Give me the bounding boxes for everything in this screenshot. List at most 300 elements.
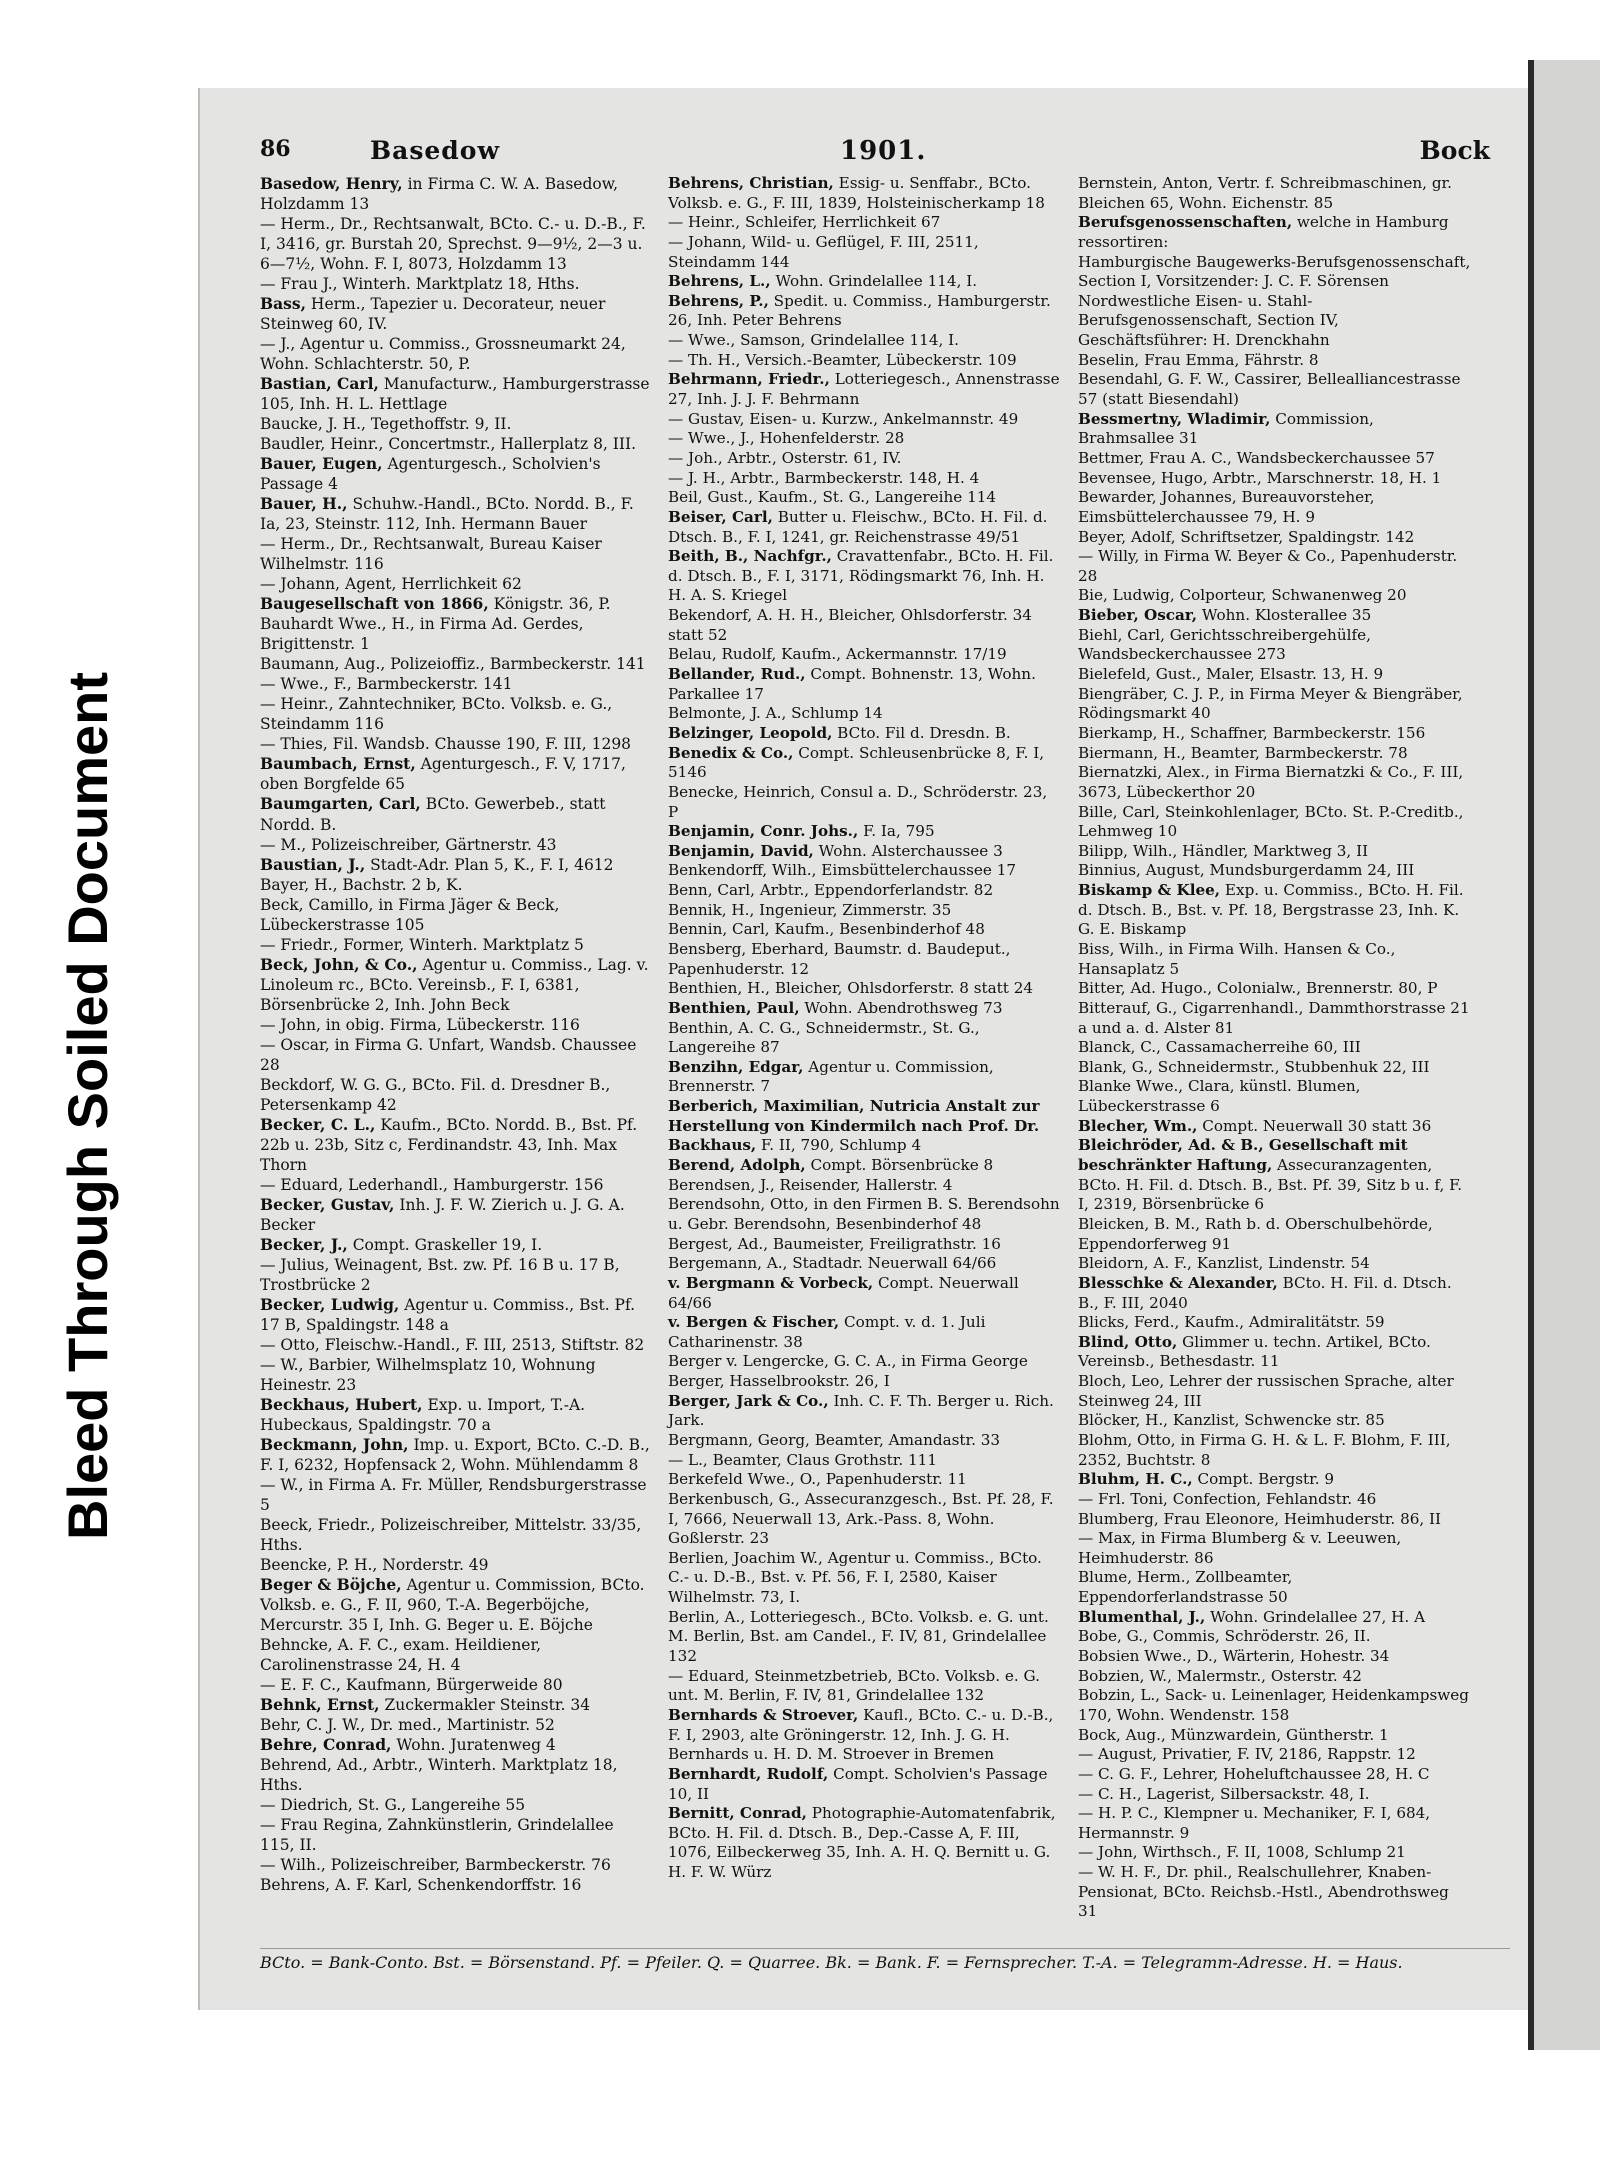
entry-details: — Gustav, Eisen- u. Kurzw., Ankelmannstr. 49 — [668, 409, 1019, 428]
directory-entry — [668, 979, 1061, 999]
entry-name: Bessmertny, Wladimir, — [1078, 409, 1271, 428]
directory-entry — [260, 754, 653, 794]
directory-entry — [260, 1235, 653, 1255]
directory-entry — [668, 1274, 1061, 1313]
entry-details: Agentur u. Commission, BCto. Volksb. e. G., F. II, 960, T.-A. Begerböjche, Mercurstr. 35 I, Inh. G. Beger u. E. Böjche — [260, 1576, 645, 1635]
directory-entry — [260, 654, 653, 674]
entry-details: Beselin, Frau Emma, Fährstr. 8 — [1078, 350, 1319, 369]
directory-entry — [260, 594, 653, 614]
directory-entry — [1078, 1215, 1471, 1254]
column-2 — [668, 174, 1061, 1883]
header-left-word: Basedow — [370, 136, 500, 165]
directory-entry — [1078, 803, 1471, 842]
entry-details: — Eduard, Steinmetzbetrieb, BCto. Volksb. e. G. unt. M. Berlin, F. IV, 81, Grindelallee 132 — [668, 1666, 1040, 1705]
entry-details: Bleidorn, A. F., Kanzlist, Lindenstr. 54 — [1078, 1254, 1370, 1273]
entry-details: Bekendorf, A. H. H., Bleicher, Ohlsdorferstr. 34 statt 52 — [668, 606, 1032, 644]
entry-details: Beck, Camillo, in Firma Jäger & Beck, Lübeckerstrasse 105 — [260, 895, 560, 934]
directory-entry — [1078, 213, 1471, 252]
entry-details: Behrend, Ad., Arbtr., Winterh. Marktplatz 18, Hths. — [260, 1756, 618, 1795]
entry-name: Behre, Conrad, — [260, 1735, 392, 1755]
directory-entry — [668, 1608, 1061, 1667]
entry-details: Blanck, C., Cassamacherreihe 60, III — [1078, 1038, 1361, 1057]
entry-details: Compt. Neuerwall 30 statt 36 — [1197, 1116, 1432, 1135]
directory-entry — [260, 174, 653, 214]
entry-details: — Otto, Fleischw.-Handl., F. III, 2513, Stiftstr. 82 — [260, 1335, 645, 1354]
directory-entry — [1078, 763, 1471, 802]
entry-name: Beith, B., Nachfgr., — [668, 547, 832, 566]
directory-entry — [260, 1395, 653, 1435]
entry-details: Baudler, Heinr., Concertmstr., Hallerplatz 8, III. — [260, 435, 637, 454]
directory-entry — [1078, 1863, 1471, 1922]
entry-details: Zuckermakler Steinstr. 34 — [379, 1696, 591, 1715]
entry-details: Bensberg, Eberhard, Baumstr. d. Baudeput., Papenhuderstr. 12 — [668, 939, 1011, 978]
entry-details: Benthin, A. C. G., Schneidermstr., St. G., Langereihe 87 — [668, 1018, 980, 1057]
directory-entry — [1078, 1136, 1471, 1215]
directory-entry — [1078, 861, 1471, 881]
directory-entry — [260, 274, 653, 294]
entry-details: — Friedr., Former, Winterh. Marktplatz 5 — [260, 935, 584, 954]
entry-details: — Johann, Wild- u. Geflügel, F. III, 2511, Steindamm 144 — [668, 232, 979, 271]
entry-details: Assecuranzagenten, BCto. H. Fil. d. Dtsch. B., Bst. Pf. 39, Sitz b u. f, F. I, 2319, Börsenbrücke 6 — [1078, 1156, 1463, 1214]
directory-entry — [668, 1352, 1061, 1391]
directory-entry — [668, 842, 1061, 862]
directory-entry — [668, 1431, 1061, 1451]
directory-entry — [260, 1075, 653, 1115]
directory-entry — [668, 724, 1061, 744]
directory-entry — [260, 434, 653, 454]
entry-details: Blank, G., Schneidermstr., Stubbenhuk 22, III — [1078, 1057, 1430, 1076]
entry-details: — Thies, Fil. Wandsb. Chausse 190, F. III, 1298 — [260, 735, 632, 754]
entry-name: Blumenthal, J., — [1078, 1607, 1206, 1626]
entry-details: Wohn. Alsterchaussee 3 — [813, 841, 1003, 860]
directory-entry — [1078, 449, 1471, 469]
entry-details: Baucke, J. H., Tegethoffstr. 9, II. — [260, 415, 512, 434]
entry-name: Baugesellschaft von 1866, — [260, 594, 489, 614]
directory-entry — [668, 1470, 1061, 1490]
entry-details: Manufacturw., Hamburgerstrasse 105, Inh. H. L. Hettlage — [260, 375, 650, 414]
entry-name: Benzihn, Edgar, — [668, 1057, 804, 1076]
directory-entry — [668, 1549, 1061, 1608]
entry-details: Wohn. Abendrothsweg 73 — [799, 998, 1003, 1017]
directory-entry — [668, 1058, 1061, 1097]
entry-details: Benkendorff, Wilh., Eimsbüttelerchaussee 17 — [668, 861, 1017, 880]
entry-details: Beencke, P. H., Norderstr. 49 — [260, 1556, 489, 1575]
entry-details: Bevensee, Hugo, Arbtr., Marschnerstr. 18, H. 1 — [1078, 468, 1442, 487]
header-year: 1901. — [840, 136, 927, 166]
entry-details: Besendahl, G. F. W., Cassirer, Bellealliancestrasse 57 (statt Biesendahl) — [1078, 370, 1461, 409]
directory-entry — [1078, 351, 1471, 371]
directory-entry — [260, 794, 653, 834]
directory-entry — [668, 1156, 1061, 1176]
directory-entry — [1078, 606, 1471, 626]
directory-entry — [1078, 528, 1471, 548]
directory-entry — [260, 1115, 653, 1175]
entry-details: — M., Polizeischreiber, Gärtnerstr. 43 — [260, 835, 557, 854]
directory-entry — [668, 469, 1061, 489]
directory-entry — [1078, 253, 1471, 292]
directory-entry — [260, 1755, 653, 1795]
entry-details: — W. H. F., Dr. phil., Realschullehrer, Knaben-Pensionat, BCto. Reichsb.-Hstl., Abendrothsweg 31 — [1078, 1863, 1449, 1921]
entry-name: Blecher, Wm., — [1078, 1116, 1198, 1135]
entry-details: Bergmann, Georg, Beamter, Amandastr. 33 — [668, 1431, 1001, 1449]
entry-details: — John, Wirthsch., F. II, 1008, Schlump 21 — [1078, 1843, 1406, 1862]
entry-details: Berkenbusch, G., Assecuranzgesch., Bst. Pf. 28, F. I, 7666, Neuerwall 13, Ark.-Pass. 8, Wohn. Goßlerstr. 23 — [668, 1489, 1054, 1548]
entry-details: — Julius, Weinagent, Bst. zw. Pf. 16 B u. 17 B, Trostbrücke 2 — [260, 1255, 620, 1294]
directory-entry — [260, 574, 653, 594]
directory-entry — [668, 1254, 1061, 1274]
directory-entry — [668, 1451, 1061, 1471]
entry-details: — John, in obig. Firma, Lübeckerstr. 116 — [260, 1015, 580, 1034]
directory-entry — [668, 370, 1061, 409]
entry-details: — Heinr., Zahntechniker, BCto. Volksb. e. G., Steindamm 116 — [260, 695, 613, 734]
entry-details: — Frl. Toni, Confection, Fehlandstr. 46 — [1078, 1489, 1377, 1508]
entry-details: Behr, C. J. W., Dr. med., Martinistr. 52 — [260, 1716, 555, 1735]
entry-details: — Wilh., Polizeischreiber, Barmbeckerstr. 76 — [260, 1856, 611, 1875]
directory-entry — [260, 694, 653, 734]
directory-entry — [1078, 1647, 1471, 1667]
entry-details: Bennik, H., Ingenieur, Zimmerstr. 35 — [668, 900, 952, 919]
entry-name: Bauer, H., — [260, 494, 348, 514]
entry-details: Bayer, H., Bachstr. 2 b, K. — [260, 875, 463, 894]
directory-entry — [668, 783, 1061, 822]
entry-details: welche in Hamburg ressortiren: — [1078, 213, 1449, 251]
entry-details: Bettmer, Frau A. C., Wandsbeckerchaussee 57 — [1078, 448, 1435, 467]
entry-details: Beckdorf, W. G. G., BCto. Fil. d. Dresdner B., Petersenkamp 42 — [260, 1075, 611, 1114]
page-sheet — [198, 88, 1528, 2010]
entry-details: Butter u. Fleischw., BCto. H. Fil. d. Dtsch. B., F. I, 1241, gr. Reichenstrasse 49/51 — [668, 507, 1048, 546]
entry-details: — Herm., Dr., Rechtsanwalt, Bureau Kaiser Wilhelmstr. 116 — [260, 535, 602, 574]
entry-details: Photographie-Automatenfabrik, BCto. H. Fil. d. Dtsch. B., Dep.-Casse A, F. III, 1076, Eilbeckerweg 35, Inh. A. H. Q. Bernitt u. G. H. F. W. Würz — [668, 1804, 1056, 1882]
entry-name: v. Bergmann & Vorbeck, — [668, 1273, 874, 1292]
entry-details: Compt. Graskeller 19, I. — [347, 1235, 543, 1254]
directory-entry — [260, 1715, 653, 1735]
directory-entry — [260, 1175, 653, 1195]
entry-details: Benthien, H., Bleicher, Ohlsdorferstr. 8 statt 24 — [668, 979, 1034, 998]
directory-entry — [668, 665, 1061, 704]
entry-details: Bobzien, W., Malermstr., Osterstr. 42 — [1078, 1666, 1362, 1685]
entry-details: Bitter, Ad. Hugo., Colonialw., Brennerstr. 80, P — [1078, 979, 1438, 998]
entry-details: — Frau Regina, Zahnkünstlerin, Grindelallee 115, II. — [260, 1816, 614, 1855]
directory-entry — [668, 272, 1061, 292]
entry-name: Becker, Gustav, — [260, 1194, 395, 1214]
directory-entry — [668, 547, 1061, 606]
directory-entry — [1078, 1745, 1471, 1765]
entry-details: Bauhardt Wwe., H., in Firma Ad. Gerdes, Brigittenstr. 1 — [260, 615, 584, 654]
directory-entry — [260, 1355, 653, 1395]
directory-entry — [260, 1855, 653, 1875]
directory-entry — [1078, 488, 1471, 527]
entry-details: Hamburgische Baugewerks-Berufsgenossenschaft, Section I, Vorsitzender: J. C. F. Sörensen — [1078, 252, 1471, 291]
entry-details: — Diedrich, St. G., Langereihe 55 — [260, 1796, 526, 1815]
directory-entry — [260, 1035, 653, 1075]
entry-name: Bernitt, Conrad, — [668, 1804, 807, 1823]
entry-details: Agenturgesch., Scholvien's Passage 4 — [260, 455, 601, 494]
entry-details: Spedit. u. Commiss., Hamburgerstr. 26, Inh. Peter Behrens — [668, 291, 1051, 330]
entry-name: Behrens, L., — [668, 272, 771, 291]
entry-details: Compt. Scholvien's Passage 10, II — [668, 1764, 1048, 1803]
directory-entry — [260, 534, 653, 574]
column-1 — [260, 174, 653, 1895]
entry-details: Beil, Gust., Kaufm., St. G., Langereihe 114 — [668, 488, 997, 507]
directory-entry — [668, 488, 1061, 508]
directory-entry — [668, 744, 1061, 783]
entry-details: Bitterauf, G., Cigarrenhandl., Dammthorstrasse 21 a und a. d. Alster 81 — [1078, 998, 1470, 1037]
entry-details: Bilipp, Wilh., Händler, Marktweg 3, II — [1078, 841, 1369, 860]
directory-entry — [1078, 1333, 1471, 1372]
directory-entry — [260, 1475, 653, 1515]
directory-entry — [260, 1015, 653, 1035]
header-right-word: Bock — [1419, 136, 1490, 165]
directory-entry — [668, 822, 1061, 842]
directory-entry — [668, 1765, 1061, 1804]
directory-entry — [1078, 1372, 1471, 1411]
entry-name: Belzinger, Leopold, — [668, 723, 833, 742]
directory-entry — [260, 1435, 653, 1475]
entry-name: Becker, C. L., — [260, 1114, 376, 1134]
directory-entry — [1078, 724, 1471, 744]
directory-entry — [260, 334, 653, 374]
directory-entry — [668, 1313, 1061, 1352]
directory-entry — [1078, 940, 1471, 979]
directory-entry — [668, 999, 1061, 1019]
entry-details: — W., in Firma A. Fr. Müller, Rendsburgerstrasse 5 — [260, 1476, 647, 1515]
directory-entry — [668, 1176, 1061, 1196]
entry-name: Bellander, Rud., — [668, 665, 806, 684]
entry-details: Bewarder, Johannes, Bureauvorsteher, Eimsbüttelerchaussee 79, H. 9 — [1078, 488, 1375, 526]
directory-entry — [1078, 1529, 1471, 1568]
entry-details: Bierkamp, H., Schaffner, Barmbeckerstr. 156 — [1078, 723, 1426, 742]
directory-entry — [1078, 1470, 1471, 1490]
entry-name: Becker, J., — [260, 1234, 348, 1254]
directory-entry — [1078, 1510, 1471, 1530]
entry-name: Berend, Adolph, — [668, 1156, 806, 1175]
directory-entry — [668, 351, 1061, 371]
directory-entry — [1078, 1117, 1471, 1137]
entry-name: Berberich, Maximilian, Nutricia Anstalt zur Herstellung von Kindermilch nach Prof. Dr. Backhaus, — [668, 1097, 1040, 1155]
directory-entry — [1078, 1726, 1471, 1746]
entry-details: Herm., Tapezier u. Decorateur, neuer Steinweg 60, IV. — [260, 295, 606, 334]
directory-entry — [668, 861, 1061, 881]
directory-entry — [668, 508, 1061, 547]
entry-details: Biehl, Carl, Gerichtsschreibergehülfe, Wandsbeckerchaussee 273 — [1078, 625, 1371, 664]
directory-entry — [1078, 370, 1471, 409]
directory-entry — [668, 1667, 1061, 1706]
entry-details: Compt. Bergstr. 9 — [1192, 1470, 1335, 1489]
entry-details: F. Ia, 795 — [858, 822, 935, 841]
directory-entry — [1078, 1313, 1471, 1333]
directory-entry — [1078, 1490, 1471, 1510]
entry-details: in Firma C. W. A. Basedow, Holzdamm 13 — [260, 175, 619, 214]
entry-name: Biskamp & Klee, — [1078, 881, 1221, 900]
entry-details: Bobsien Wwe., D., Wärterin, Hohestr. 34 — [1078, 1647, 1390, 1666]
entry-name: Basedow, Henry, — [260, 174, 403, 193]
directory-entry — [668, 1392, 1061, 1431]
entry-name: Berufsgenossenschaften, — [1078, 213, 1293, 232]
entry-details: Bennin, Carl, Kaufm., Besenbinderhof 48 — [668, 920, 985, 939]
page-number: 86 — [260, 136, 291, 162]
directory-entry — [260, 294, 653, 334]
entry-details: Baumann, Aug., Polizeioffiz., Barmbeckerstr. 141 — [260, 655, 646, 674]
directory-entry — [1078, 665, 1471, 685]
entry-details: Bie, Ludwig, Colporteur, Schwanenweg 20 — [1078, 586, 1407, 605]
directory-entry — [668, 1706, 1061, 1765]
directory-entry — [1078, 999, 1471, 1038]
entry-details: Agentur u. Commiss., Lag. v. Linoleum rc., BCto. Vereinsb., F. I, 6381, Börsenbrücke 2, Inh. John Beck — [260, 955, 649, 1014]
directory-entry — [260, 674, 653, 694]
directory-entry — [260, 374, 653, 414]
entry-details: Kaufl., BCto. C.- u. D.-B., F. I, 2903, alte Gröningerstr. 12, Inh. J. G. H. Bernhards u. H. D. M. Stroever in Bremen — [668, 1705, 1054, 1764]
directory-entry — [260, 1695, 653, 1715]
entry-details: — Johann, Agent, Herrlichkeit 62 — [260, 575, 522, 594]
entry-details: — Frau J., Winterh. Marktplatz 18, Hths. — [260, 275, 580, 294]
entry-name: Blind, Otto, — [1078, 1332, 1178, 1351]
entry-name: Behrmann, Friedr., — [668, 370, 830, 389]
directory-entry — [1078, 1686, 1471, 1725]
entry-details: — Oscar, in Firma G. Unfart, Wandsb. Chaussee 28 — [260, 1035, 637, 1074]
entry-name: Bernhards & Stroever, — [668, 1705, 859, 1724]
directory-entry — [1078, 1411, 1471, 1431]
directory-entry — [1078, 744, 1471, 764]
entry-details: Agentur u. Commiss., Bst. Pf. 17 B, Spaldingstr. 148 a — [260, 1295, 636, 1334]
entry-details: Wohn. Klosterallee 35 — [1197, 606, 1372, 625]
entry-details: Berkefeld Wwe., O., Papenhuderstr. 11 — [668, 1470, 967, 1489]
entry-details: — Herm., Dr., Rechtsanwalt, BCto. C.- u. D.-B., F. I, 3416, gr. Burstah 20, Sprechst. 9—9½, 2—3 u. 6—7½, Wohn. F. I, 8073, Holzdamm 13 — [260, 215, 646, 274]
entry-name: Bastian, Carl, — [260, 374, 379, 394]
entry-details: — Wwe., Samson, Grindelallee 114, I. — [668, 331, 959, 350]
entry-details: Blumberg, Frau Eleonore, Heimhuderstr. 86, II — [1078, 1509, 1442, 1528]
entry-details: Berendsohn, Otto, in den Firmen B. S. Berendsohn u. Gebr. Berendsohn, Besenbinderhof 48 — [668, 1195, 1060, 1233]
directory-entry — [1078, 586, 1471, 606]
entry-name: Beck, John, & Co., — [260, 954, 418, 974]
directory-entry — [1078, 1274, 1471, 1313]
directory-entry — [1078, 626, 1471, 665]
directory-entry — [1078, 1627, 1471, 1647]
entry-name: Baumbach, Ernst, — [260, 754, 416, 774]
entry-details: Stadt-Adr. Plan 5, K., F. I, 4612 — [365, 855, 614, 874]
entry-name: Beger & Böjche, — [260, 1575, 402, 1595]
directory-entry — [668, 1097, 1061, 1156]
entry-details: — Eduard, Lederhandl., Hamburgerstr. 156 — [260, 1175, 604, 1194]
entry-details: — J. H., Arbtr., Barmbeckerstr. 148, H. 4 — [668, 468, 980, 487]
directory-entry — [260, 835, 653, 855]
entry-details: — Th. H., Versich.-Beamter, Lübeckerstr. 109 — [668, 350, 1017, 369]
directory-entry — [1078, 1765, 1471, 1785]
entry-details: Blöcker, H., Kanzlist, Schwencke str. 85 — [1078, 1411, 1385, 1430]
entry-name: Baumgarten, Carl, — [260, 794, 421, 814]
directory-entry — [668, 292, 1061, 331]
entry-details: Behrens, A. F. Karl, Schenkendorffstr. 16 — [260, 1876, 582, 1895]
entry-name: Berger, Jark & Co., — [668, 1391, 829, 1410]
entry-details: Bernstein, Anton, Vertr. f. Schreibmaschinen, gr. Bleichen 65, Wohn. Eichenstr. 85 — [1078, 174, 1452, 212]
entry-details: — Wwe., F., Barmbeckerstr. 141 — [260, 675, 513, 694]
directory-entry — [1078, 1785, 1471, 1805]
entry-name: Benedix & Co., — [668, 743, 794, 762]
directory-entry — [1078, 1058, 1471, 1078]
directory-entry — [668, 213, 1061, 233]
entry-details: — H. P. C., Klempner u. Mechaniker, F. I, 684, Hermannstr. 9 — [1078, 1804, 1431, 1842]
entry-details: BCto. H. Fil. d. Dtsch. B., F. III, 2040 — [1078, 1273, 1452, 1312]
entry-details: Commission, Brahmsallee 31 — [1078, 409, 1374, 448]
entry-details: Bille, Carl, Steinkohlenlager, BCto. St. P.-Creditb., Lehmweg 10 — [1078, 802, 1464, 841]
directory-entry — [260, 734, 653, 754]
entry-name: Bass, — [260, 294, 306, 314]
entry-details: Biermann, H., Beamter, Barmbeckerstr. 78 — [1078, 743, 1408, 762]
directory-entry — [1078, 410, 1471, 449]
entry-name: Bleichröder, Ad. & B., Gesellschaft mit beschränkter Haftung, — [1078, 1136, 1408, 1175]
entry-name: Behrens, Christian, — [668, 174, 834, 192]
directory-entry — [1078, 1568, 1471, 1607]
directory-entry — [260, 1335, 653, 1355]
entry-details: Exp. u. Commiss., BCto. H. Fil. d. Dtsch. B., Bst. v. Pf. 18, Bergstrasse 23, Inh. K. G. E. Biskamp — [1078, 881, 1464, 939]
directory-entry — [1078, 547, 1471, 586]
entry-details: Kaufm., BCto. Nordd. B., Bst. Pf. 22b u. 23b, Sitz c, Ferdinandstr. 43, Inh. Max Thorn — [260, 1115, 638, 1174]
entry-details: F. II, 790, Schlump 4 — [756, 1136, 922, 1155]
entry-details: Berger v. Lengercke, G. C. A., in Firma George Berger, Hasselbrookstr. 26, I — [668, 1352, 1028, 1391]
entry-details: Behncke, A. F. C., exam. Heildiener, Carolinenstrasse 24, H. 4 — [260, 1636, 542, 1675]
entry-name: Benthien, Paul, — [668, 998, 800, 1017]
directory-entry — [1078, 469, 1471, 489]
directory-entry — [1078, 1038, 1471, 1058]
entry-details: Blume, Herm., Zollbeamter, Eppendorferlandstrasse 50 — [1078, 1568, 1293, 1607]
directory-entry — [668, 940, 1061, 979]
directory-entry — [260, 855, 653, 875]
entry-details: Glimmer u. techn. Artikel, BCto. Vereinsb., Bethesdastr. 11 — [1078, 1332, 1431, 1371]
directory-entry — [668, 174, 1061, 213]
entry-details: Biss, Wilh., in Firma Wilh. Hansen & Co., Hansaplatz 5 — [1078, 939, 1396, 978]
entry-details: Binnius, August, Mundsburgerdamm 24, III — [1078, 861, 1415, 880]
entry-name: Bluhm, H. C., — [1078, 1470, 1193, 1489]
directory-entry — [260, 1815, 653, 1855]
directory-entry — [668, 1195, 1061, 1234]
entry-details: Cravattenfabr., BCto. H. Fil. d. Dtsch. B., F. I, 3171, Rödingsmarkt 76, Inh. H. H. A. S. Kriegel — [668, 547, 1054, 605]
entry-details: Biernatzki, Alex., in Firma Biernatzki & Co., F. III, 3673, Lübeckerthor 20 — [1078, 763, 1464, 801]
entry-name: Behrens, P., — [668, 291, 769, 310]
entry-details: Wohn. Grindelallee 27, H. A — [1205, 1607, 1426, 1626]
entry-details: Benecke, Heinrich, Consul a. D., Schröderstr. 23, P — [668, 782, 1048, 821]
directory-entry — [260, 895, 653, 935]
directory-entry — [1078, 979, 1471, 999]
directory-entry — [260, 875, 653, 895]
entry-name: Blesschke & Alexander, — [1078, 1273, 1278, 1292]
column-3 — [1078, 174, 1471, 1922]
directory-entry — [1078, 881, 1471, 940]
entry-details: Berendsen, J., Reisender, Hallerstr. 4 — [668, 1175, 953, 1194]
entry-details: Bergemann, A., Stadtadr. Neuerwall 64/66 — [668, 1254, 997, 1273]
entry-details: Bobe, G., Commis, Schröderstr. 26, II. — [1078, 1627, 1371, 1646]
entry-details: Bloch, Leo, Lehrer der russischen Sprache, alter Steinweg 24, III — [1078, 1372, 1454, 1410]
entry-details: Blicks, Ferd., Kaufm., Admiralitätstr. 59 — [1078, 1313, 1385, 1332]
entry-name: Behnk, Ernst, — [260, 1695, 380, 1715]
entry-details: — Willy, in Firma W. Beyer & Co., Papenhuderstr. 28 — [1078, 547, 1458, 585]
directory-entry — [668, 410, 1061, 430]
directory-entry — [1078, 1667, 1471, 1687]
directory-entry — [668, 920, 1061, 940]
entry-details: — Heinr., Schleifer, Herrlichkeit 67 — [668, 213, 941, 232]
entry-details: Inh. C. F. Th. Berger u. Rich. Jark. — [668, 1391, 1054, 1430]
directory-entry — [1078, 1804, 1471, 1843]
page-header — [260, 136, 1500, 170]
entry-name: v. Bergen & Fischer, — [668, 1313, 840, 1332]
entry-name: Beckhaus, Hubert, — [260, 1394, 423, 1414]
directory-entry — [260, 1875, 653, 1895]
directory-entry — [260, 935, 653, 955]
entry-details: Compt. Bohnenstr. 13, Wohn. Parkallee 17 — [668, 665, 1036, 703]
directory-entry — [260, 1675, 653, 1695]
entry-details: Bergest, Ad., Baumeister, Freiligrathstr. 16 — [668, 1234, 1001, 1253]
entry-details: Belmonte, J. A., Schlump 14 — [668, 704, 883, 723]
directory-entry — [260, 214, 653, 274]
directory-entry — [260, 454, 653, 494]
